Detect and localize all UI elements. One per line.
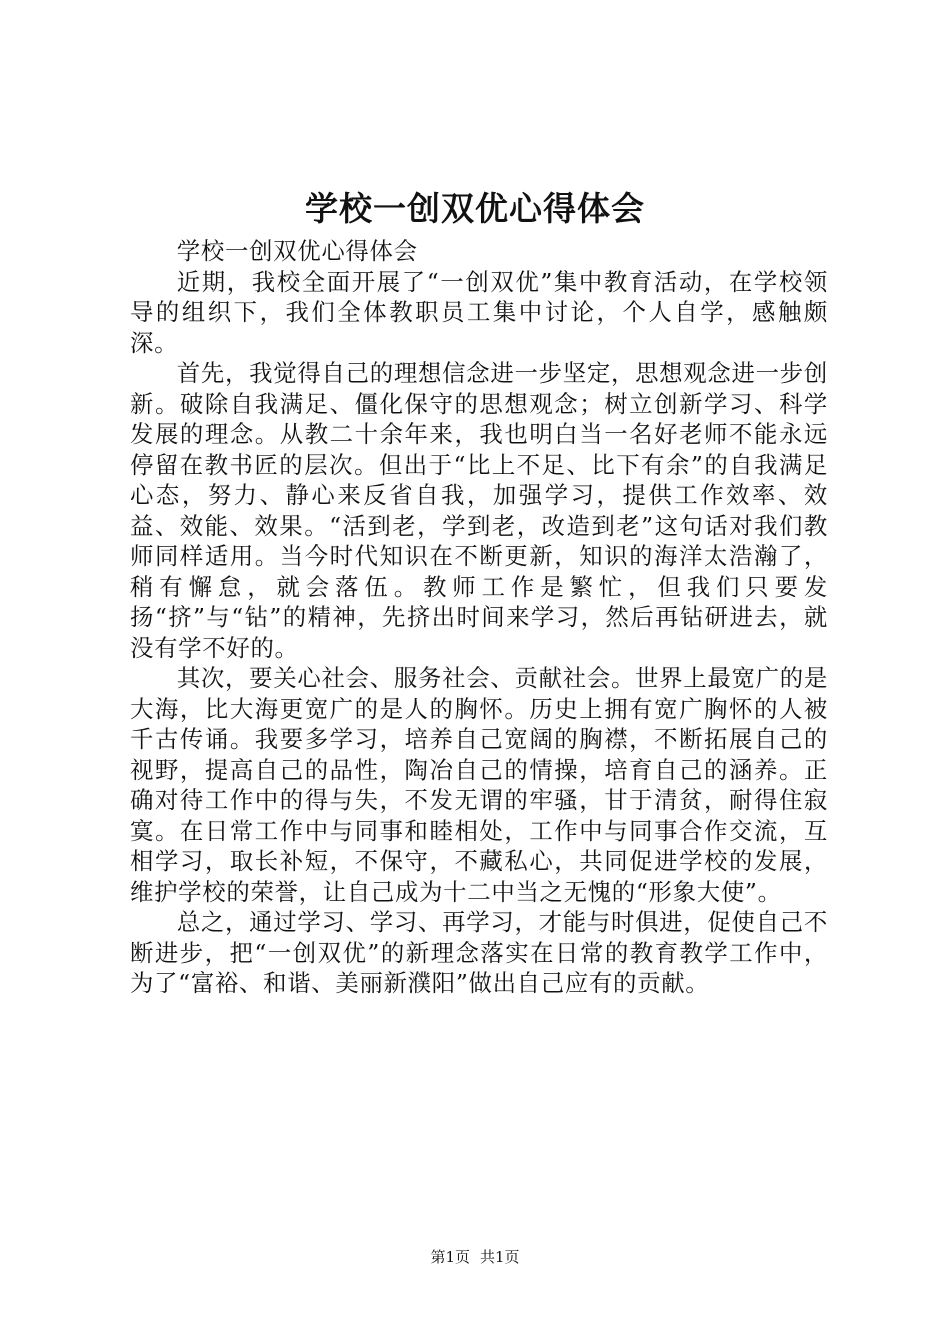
document-body xyxy=(130,236,828,999)
document-title: 学校一创双优心得体会 xyxy=(305,189,645,228)
paragraph-first: 首先，我觉得自己的理想信念进一步坚定，思想观念进一步创新。破除自我满足、僵化保守的思想观念；树立创新学习、科学发展的理念。从教二十余年来，我也明白当一名好老师不能永远停留在教书匠的层次。但出于“比上不足、比下有余”的自我满足心态，努力、静心来反省自我，加强学习，提供工作效率、效益、效能、效果。“活到老，学到老，改造到老”这句话对我们教师同样适用。当今时代知识在不断更新，知识的海洋太浩瀚了，稍有懈怠，就会落伍。教师工作是繁忙，但我们只要发扬“挤”与“钻”的精神，先挤出时间来学习，然后再钻研进去，就没有学不好的。 xyxy=(130,359,828,662)
page-footer xyxy=(0,1246,950,1268)
paragraph-conclusion: 总之，通过学习、学习、再学习，才能与时俱进，促使自己不断进步，把“一创双优”的新理念落实在日常的教育教学工作中，为了“富裕、和谐、美丽新濮阳”做出自己应有的贡献。 xyxy=(130,908,828,997)
paragraph-subtitle: 学校一创双优心得体会 xyxy=(176,237,418,265)
paragraph-intro: 近期，我校全面开展了“一创双优”集中教育活动，在学校领导的组织下，我们全体教职员工集中讨论，个人自学，感触颇深。 xyxy=(130,267,828,357)
page-number: 第1页 xyxy=(430,1248,470,1266)
paragraph-second: 其次，要关心社会、服务社会、贡献社会。世界上最宽广的是大海，比大海更宽广的是人的胸怀。历史上拥有宽广胸怀的人被千古传诵。我要多学习，培养自己宽阔的胸襟，不断拓展自己的视野，提高自己的品性，陶冶自己的情操，培育自己的涵养。正确对待工作中的得与失，不发无谓的牢骚，甘于清贫，耐得住寂寞。在日常工作中与同事和睦相处，工作中与同事合作交流，互相学习，取长补短，不保守，不藏私心，共同促进学校的发展，维护学校的荣誉，让自己成为十二中当之无愧的“形象大使”。 xyxy=(130,664,828,906)
page-total: 共1页 xyxy=(480,1248,520,1266)
